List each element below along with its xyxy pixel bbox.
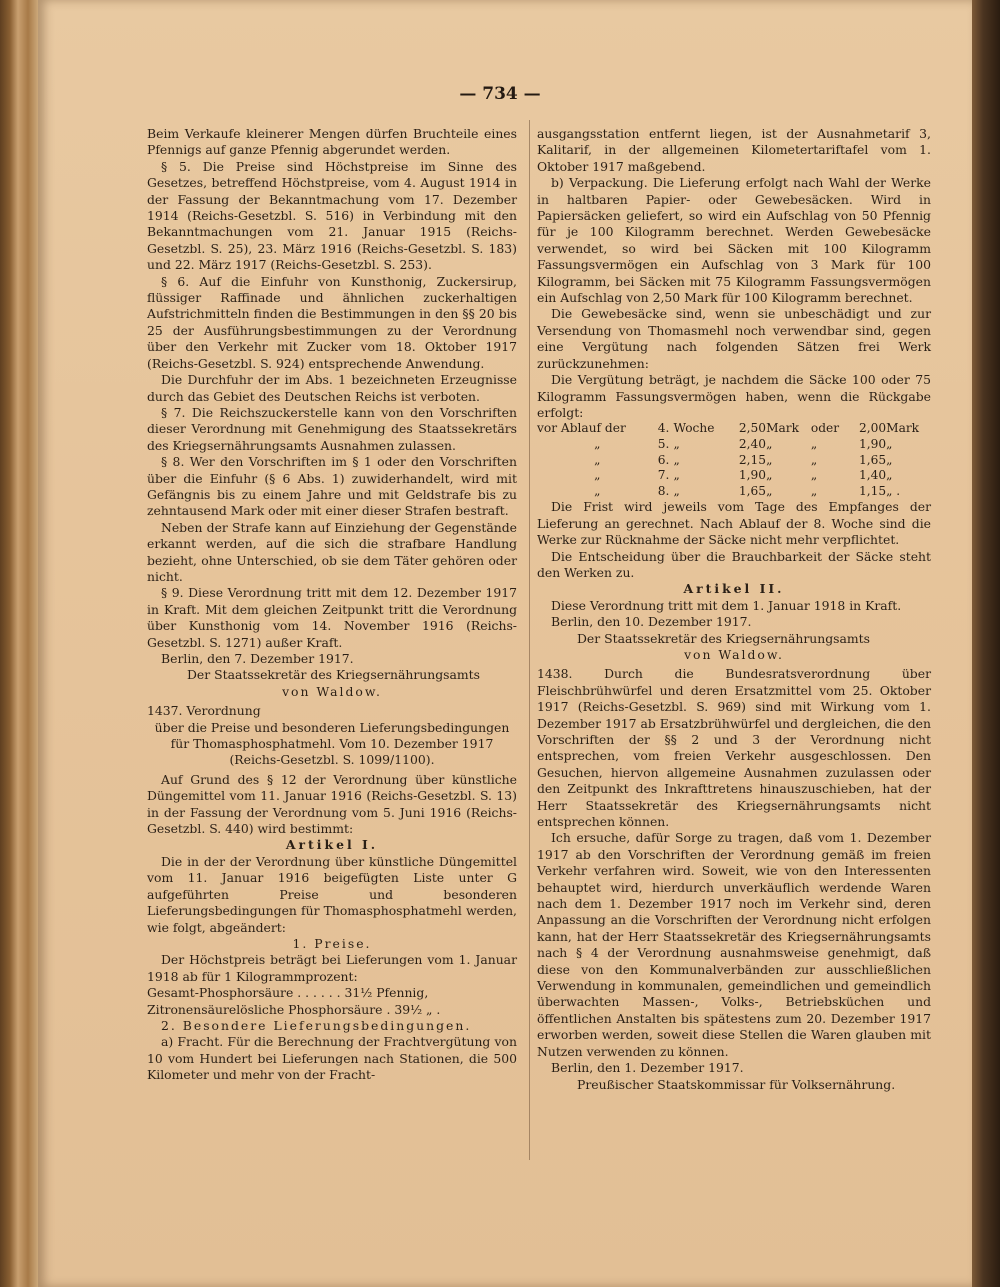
table-cell: Mark [886,421,920,436]
paragraph: Die Frist wird jeweils vom Tage des Empfanges der Lieferung an gerechnet. Nach Ablauf der 8. Woche sind die Werke zur Rücknahme der Säcke nicht mehr verpflichtet. [537,499,931,548]
table-cell: „ [594,436,601,451]
paragraph: 1437. Verordnung [147,703,261,719]
table-cell: „ [886,452,893,467]
table-row [537,484,931,500]
page-edge [972,0,1000,1287]
paragraph: § 8. Wer den Vorschriften im § 1 oder den Vorschriften über die Einfuhr (§ 6 Abs. 1) zuwiderhandelt, wird mit Gefängnis bis zu einem Jahre und mit Geldstrafe bis zu zehntausend Mark oder mit einer dieser Strafen bestraft. [147,454,517,519]
paragraph: Der Höchstpreis beträgt bei Lieferungen vom 1. Januar 1918 ab für 1 Kilogrammprozent: [147,952,517,984]
page-number: — 734 — [459,84,541,104]
table-cell: Woche [673,421,715,436]
table-cell: 6. [657,452,670,467]
table-row [537,468,931,484]
table-cell: „ [886,468,893,483]
table-cell: „ [594,452,601,467]
table-cell: „ [810,452,818,467]
paragraph: a) Fracht. Für die Berechnung der Frachtvergütung von 10 vom Hundert bei Lieferungen nach Stationen, die 500 Kilometer und mehr von der Fracht- [147,1034,517,1083]
paragraph: Die Gewebesäcke sind, wenn sie unbeschädigt und zur Versendung von Thomasmehl noch verwendbar sind, gegen eine Vergütung nach folgenden Sätzen frei Werk zurückzunehmen: [537,306,931,371]
paragraph: Preußischer Staatskommissar für Volksernährung. [577,1076,896,1092]
table-cell: „ [673,483,680,498]
table-cell: 5. [657,436,670,451]
paragraph: von Waldow. [684,646,784,662]
table-cell: 1,90 [738,468,767,483]
table-cell: „ [766,452,773,467]
paragraph: Artikel II. [683,581,785,597]
left-column [147,126,517,1084]
paragraph: Der Staatssekretär des Kriegsernährungsamts [187,667,480,683]
paragraph: über die Preise und besonderen Lieferungsbedingungen für Thomasphosphatmehl. Vom 10. Dezember 1917 (Reichs-Gesetzbl. S. 1099/1100). [154,719,510,768]
table-cell: „ [766,483,773,498]
table-cell: 4. [657,421,670,436]
table-cell: „ [886,436,893,451]
paragraph: Die Vergütung beträgt, je nachdem die Säcke 100 oder 75 Kilogramm Fassungsvermögen haben, wenn die Rückgabe erfolgt: [537,372,931,420]
table-cell: 1,65 [858,452,887,467]
table-row [537,453,931,469]
table-cell: vor Ablauf der [537,421,626,436]
paragraph: Ich ersuche, dafür Sorge zu tragen, daß vom 1. Dezember 1917 ab den Vorschriften der Verordnung gemäß im freien Verkehr verfahren wird. Soweit, wie von den Interessenten behauptet wird, hierdurch unverkäuflich werdende Waren nach dem 1. Dezember 1917 noch im Verkehr sind, deren Anpassung an die Vorschriften der Verordnung nicht erfolgen kann, hat der Herr Staatssekretär des Kriegsernährungsamts nach § 4 der Verordnung ausnahmsweise genehmigt, daß diese von den Kommunalverbänden zur ausschließlichen Verwendung in kommunalen, gemeindlichen und gemeindlich überwachten Massen-, Volks-, Betriebsküchen und öffentlichen Anstalten bis spätestens zum 20. Dezember 1917 erworben werden, soweit diese Stellen die Waren glauben mit Nutzen verwenden zu können. [537,830,931,1059]
paragraph: Die Durchfuhr der im Abs. 1 bezeichneten Erzeugnisse durch das Gebiet des Deutschen Reichs ist verboten. [147,372,517,404]
table-cell: 2,40 [738,436,767,451]
table-row [537,421,931,437]
paragraph: von Waldow. [282,683,382,699]
right-column [537,126,931,1093]
table-cell: oder [810,421,840,436]
paragraph: Neben der Strafe kann auf Einziehung der Gegenstände erkannt werden, auf die sich die strafbare Handlung bezieht, ohne Unterschied, ob sie dem Täter gehören oder nicht. [147,519,517,584]
paragraph: Auf Grund des § 12 der Verordnung über künstliche Düngemittel vom 11. Januar 1916 (Reichs-Gesetzbl. S. 13) in der Fassung der Verordnung vom 5. Juni 1916 (Reichs-Gesetzbl. S. 440) wird bestimmt: [147,771,517,837]
paragraph: § 6. Auf die Einfuhr von Kunsthonig, Zuckersirup, flüssiger Raffinade und ähnlichen zuckerhaltigen Aufstrichmitteln finden die Bestimmungen in den §§ 20 bis 25 der Ausführungsbestimmungen zu der Verordnung über den Verkehr mit Zucker vom 18. Oktober 1917 (Reichs-Gesetzbl. S. 924) entsprechende Anwendung. [147,273,517,371]
paragraph: Artikel I. [285,837,379,853]
table-cell: „ [810,468,818,483]
paragraph: Berlin, den 7. Dezember 1917. [161,651,354,666]
paragraph: Berlin, den 1. Dezember 1917. [551,1060,744,1076]
table-cell: „ [766,436,773,451]
table-cell: „ [766,468,773,483]
table-cell: „ [810,436,818,451]
paragraph: b) Verpackung. Die Lieferung erfolgt nach Wahl der Werke in haltbaren Papier- oder Gewebesäcken. Wird in Papiersäcken geliefert, so wird ein Aufschlag von 50 Pfennig für je 100 Kilogramm berechnet. Werden Gewebesäcke verwendet, so wird bei Säcken mit 100 Kilogramm Fassungsvermögen ein Aufschlag von 3 Mark für 100 Kilogramm, bei Säcken mit 75 Kilogramm Fassungsvermögen ein Aufschlag von 2,50 Mark für 100 Kilogramm berechnet. [537,175,931,306]
table-cell: 7. [657,468,670,483]
paragraph: § 9. Diese Verordnung tritt mit dem 12. Dezember 1917 in Kraft. Mit dem gleichen Zeitpunkt tritt die Verordnung über Kunsthonig vom 14. November 1916 (Reichs-Gesetzbl. S. 1271) außer Kraft. [147,585,517,650]
book-binding [0,0,40,1287]
table-cell: „ [594,483,601,498]
paragraph: Berlin, den 10. Dezember 1917. [551,614,752,630]
table-cell: „ [673,452,680,467]
paragraph: Die in der der Verordnung über künstliche Düngemittel vom 11. Januar 1916 beigefügten Liste unter G aufgeführten Preise und besonderen Lieferungsbedingungen für Thomasphosphatmehl werden, wie folgt, abgeändert: [147,853,517,935]
table-cell: „ [673,468,680,483]
table-row [537,437,931,453]
paragraph: 1438. Durch die Bundesratsverordnung über Fleischbrühwürfel und deren Ersatzmittel vom 25. Oktober 1917 (Reichs-Gesetzbl. S. 969) sind mit Wirkung vom 1. Dezember 1917 ab Ersatzbrühwürfel und dergleichen, die den Vorschriften der §§ 2 und 3 der Verordnung nicht entsprechen, vom freien Verkehr ausgeschlossen. Den Gesuchen, hiervon allgemeine Ausnahmen zuzulassen oder den Zeitpunkt des Inkrafttretens hinauszuschieben, hat der Herr Staatssekretär des Kriegsernährungsamts nicht entsprechen können. [537,666,931,829]
table-cell: „ . [886,483,901,498]
paragraph: Diese Verordnung tritt mit dem 1. Januar 1918 in Kraft. [551,597,902,613]
table-cell: 1,65 [738,483,767,498]
paragraph: 1. Preise. [292,935,372,951]
paragraph: ausgangsstation entfernt liegen, ist der Ausnahmetarif 3, Kalitarif, in der allgemeinen Kilometertariftafel vom 1. Oktober 1917 maßgebend. [537,126,931,174]
paragraph: Gesamt-Phosphorsäure . . . . . . 31½ Pfennig, [147,985,429,1001]
table-cell: 1,15 [858,483,887,498]
paragraph: Beim Verkaufe kleinerer Mengen dürfen Bruchteile eines Pfennigs auf ganze Pfennig abgerundet werden. [147,126,517,158]
paragraph: Die Entscheidung über die Brauchbarkeit der Säcke steht den Werken zu. [537,548,931,580]
paragraph: 2. Besondere Lieferungsbedingungen. [161,1017,472,1033]
table-cell: 2,00 [858,421,887,436]
table-cell: „ [810,483,818,498]
paragraph: § 7. Die Reichszuckerstelle kann von den Vorschriften dieser Verordnung mit Genehmigung des Staatssekretärs des Kriegsernährungsamts Ausnahmen zulassen. [147,404,517,453]
column-divider [529,120,530,1160]
table-cell: 2,50 [738,421,767,436]
paragraph: Der Staatssekretär des Kriegsernährungsamts [577,630,870,646]
rates-table [537,421,931,499]
table-cell: „ [673,436,680,451]
paragraph: Zitronensäurelösliche Phosphorsäure . 39½ „ . [147,1001,441,1017]
table-cell: 1,90 [858,436,887,451]
table-cell: 1,40 [858,468,887,483]
table-cell: 2,15 [738,452,767,467]
table-cell: 8. [657,483,670,498]
table-cell: Mark [766,421,800,436]
table-cell: „ [594,468,601,483]
paragraph: § 5. Die Preise sind Höchstpreise im Sinne des Gesetzes, betreffend Höchstpreise, vom 4. August 1914 in der Fassung der Bekanntmachung vom 17. Dezember 1914 (Reichs-Gesetzbl. S. 516) in Verbindung mit den Bekanntmachungen vom 21. Januar 1915 (Reichs-Gesetzbl. S. 25), 23. März 1916 (Reichs-Gesetzbl. S. 183) und 22. März 1917 (Reichs-Gesetzbl. S. 253). [147,158,517,273]
